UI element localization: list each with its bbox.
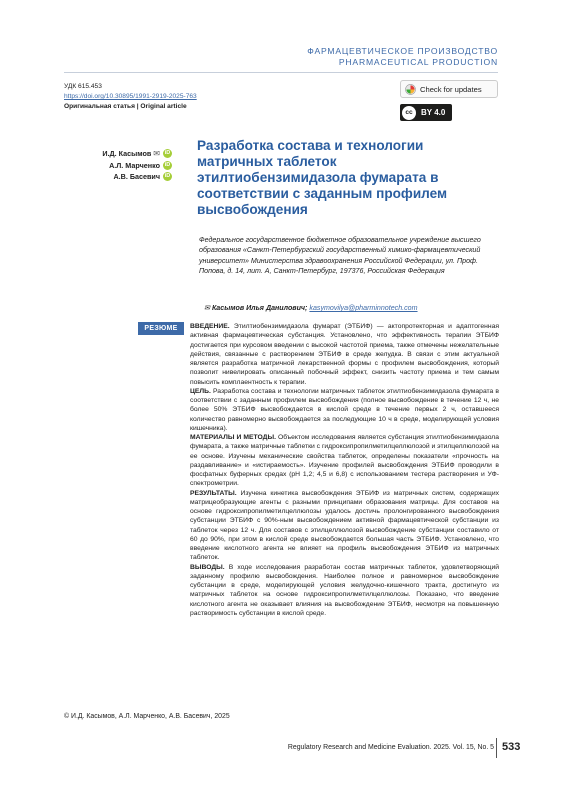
affiliation: Федеральное государственное бюджетное образовательное учреждение высшего образования «Санкт-Петербургский государственный химико-фармацевтический университет» Министерства здравоохранения Российской Федерации, ул. Проф. Попова, д. 14, лит. А, Санкт-Петербург, 197376, Российская Федерация xyxy=(199,236,481,276)
abstract-conclusions xyxy=(190,563,499,619)
udc-code: УДК 615.453 xyxy=(64,83,102,90)
doi-link[interactable]: https://doi.org/10.30895/1991-2919-2025-763 xyxy=(64,93,197,100)
cc-icon: cc xyxy=(402,106,416,120)
author xyxy=(102,171,172,183)
mail-icon: ✉ xyxy=(153,149,160,158)
author-name: И.Д. Касымов xyxy=(102,149,152,158)
section-label: ЦЕЛЬ. xyxy=(190,387,211,395)
section-text: В ходе исследования разработан состав матричных таблеток, удовлетворяющий заданному профилю высвобождения. Наиболее полное и равномерное высвобождение субстанции в среде, моделирующей условия желудочно-кишечного тракта, достигнуто из матричных таблеток на основе гидроксипропилметилцеллюлозы. Показано, что введение кислотного агента не оказывает влияния на высвобождение ЭТБИФ, несмотря на повышенную растворимость субстанции в кислой среде. xyxy=(190,563,499,617)
abstract-methods xyxy=(190,433,499,489)
section-label: РЕЗУЛЬТАТЫ. xyxy=(190,489,237,497)
section-text: Этилтиобензимидазола фумарат (ЭТБИФ) — актопротекторная и адаптогенная активная фармацевтическая субстанция. Установлено, что эффективность терапии ЭТБИФ достигается при курсовом введении с высокой частотой приема, также отмечены нежелательные действия, связанные с растворением ЭТБИФ в среде желудка. В связи с этим актуальной является разработка матричной лекарственной формы с профилем высвобождения, который позволит нивелировать описанный побочный эффект, снизить частоту приема и тем самым повысить комплаентность к терапии. xyxy=(190,323,499,386)
corresponding-email[interactable]: kasymovilya@pharminnotech.com xyxy=(309,304,418,312)
author xyxy=(102,148,172,160)
article-meta xyxy=(64,82,197,112)
corresponding-author xyxy=(204,303,418,312)
section-heading-en: PHARMACEUTICAL PRODUCTION xyxy=(338,57,498,67)
author-list xyxy=(102,148,172,183)
abstract-badge: РЕЗЮМЕ xyxy=(138,322,184,335)
abstract-aim xyxy=(190,387,499,433)
abstract-results xyxy=(190,489,499,563)
article-type: Оригинальная статья | Original article xyxy=(64,103,187,110)
abstract xyxy=(190,322,499,618)
mail-icon: ✉ xyxy=(204,304,210,312)
check-for-updates-label: Check for updates xyxy=(420,84,482,94)
orcid-icon[interactable]: iD xyxy=(163,149,172,158)
section-text: Разработка состава и технологии матричных таблеток этилтиобензимидазола фумарата в соответствии с заданным профилем высвобождения (полное высвобождение в течение 12 ч, не более 50% ЭТБИФ высвобождается в кислой среде в течение первых 2 ч, оставшееся количество равномерно высвобождается за последующие 10 ч в среде, моделирующей условия кишечника). xyxy=(190,387,499,432)
page-number: 533 xyxy=(502,741,521,753)
section-label: ВВЕДЕНИЕ. xyxy=(190,323,230,330)
orcid-icon[interactable]: iD xyxy=(163,161,172,170)
section-label: ВЫВОДЫ. xyxy=(190,563,225,571)
footer-divider xyxy=(496,738,497,758)
license-label: BY 4.0 xyxy=(421,108,446,117)
section-text: Изучена кинетика высвобождения ЭТБИФ из матричных систем, содержащих матрицеобразующие агенты с разными принципами образования матрицы. Для составов на основе гидроксипропилметилцеллюлозы удалось достичь пролонгированного высвобождения субстанции ЭТБИФ с 90%-ным высвобождением активной фармацевтической субстанции из таблеток через 12 ч. Для составов с этилцеллюлозой высвобождение субстанции составило от 60 до 90%, при этом в кислой среде высвобождается большая часть ЭТБИФ. Установлено, что введение кислотного агента не влияет на профиль высвобождения ЭТБИФ из матричных таблеток. xyxy=(190,489,499,562)
section-heading-ru: ФАРМАЦЕВТИЧЕСКОЕ ПРОИЗВОДСТВО xyxy=(307,46,498,56)
author xyxy=(102,160,172,172)
orcid-icon[interactable]: iD xyxy=(163,172,172,181)
section-label: МАТЕРИАЛЫ И МЕТОДЫ. xyxy=(190,434,276,441)
cc-license-badge[interactable] xyxy=(400,104,452,121)
abstract-introduction xyxy=(190,322,499,387)
author-name: А.В. Басевич xyxy=(113,172,160,181)
check-for-updates-button[interactable] xyxy=(400,80,498,98)
author-name: А.Л. Марченко xyxy=(109,160,160,170)
article-title: Разработка состава и технологии матричных таблеток этилтиобензимидазола фумарата в соответствии с заданным профилем высвобождения xyxy=(197,138,448,217)
copyright: © И.Д. Касымов, А.Л. Марченко, А.В. Басевич, 2025 xyxy=(64,713,230,720)
section-text: Объектом исследования является субстанция этилтиобензимидазола фумарата, а также матричные таблетки с гидроксипропилметилцеллюлозой и этилцеллюлозой на ее основе. Изучены механические свойства таблеток, определены показатели «прочность на раздавливание» и «истираемость». Изучение профилей высвобождения ЭТБИФ проводили в фосфатных буферных средах (pH 1,2; 4,5 и 6,8) с использованием тестера растворения и УФ-спектрометрии. xyxy=(190,434,499,488)
section-divider xyxy=(64,72,498,73)
journal-footer: Regulatory Research and Medicine Evaluation. 2025. Vol. 15, No. 5 xyxy=(287,744,494,751)
section-heading xyxy=(307,46,498,68)
corresponding-name: Касымов Илья Данилович; xyxy=(211,304,308,312)
crossmark-icon xyxy=(405,84,416,95)
